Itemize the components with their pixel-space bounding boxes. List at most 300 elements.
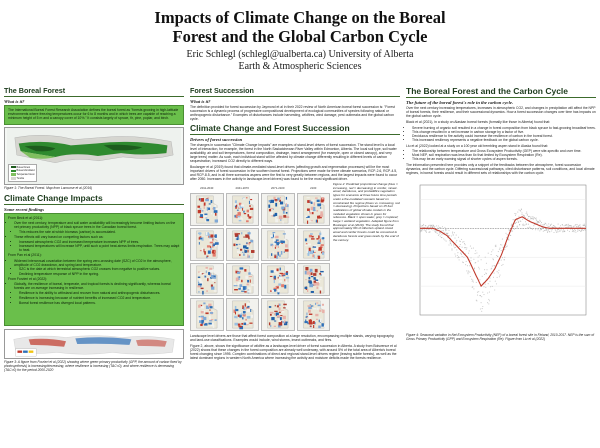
legend-item: Boreal shrubland — [11, 169, 35, 172]
nep-daily-point — [420, 231, 421, 232]
nep-daily-point — [493, 259, 494, 260]
nep-daily-point — [575, 224, 576, 225]
nep-daily-point — [499, 275, 500, 276]
resilience-map-figure — [4, 329, 184, 359]
nep-daily-point — [584, 225, 585, 226]
nep-daily-point — [555, 230, 556, 231]
nep-daily-point — [459, 246, 460, 247]
nep-daily-point — [462, 256, 463, 257]
nep-daily-point — [498, 272, 499, 273]
nep-chart — [406, 177, 596, 332]
nep-daily-point — [526, 212, 527, 213]
carbon-bullet: • Severe burning of organic soil resulted in a change in forest composition from black spruce to fast-growing broadleaf trees. — [412, 126, 596, 130]
nep-daily-point — [449, 240, 450, 241]
nep-daily-point — [523, 224, 524, 225]
succession-minimap — [226, 298, 260, 331]
drivers-paragraph-2: Boulanger et al (2019) found that climate-mediated stand-level drivers (affecting growth and regeneration processes) will be the most important drivers of forest succession in the southern boreal forest. Projections were made for three climate scenarios, RCP-2.6, RCP-4.5, and RCP-8.5, and in all three scenarios aspens were the first to very greatly between regions, and the largest impacts were found to occur after 2050. Increases in fire activity in landscape-level drivers) was found to be the most significant driver. — [190, 165, 398, 182]
nep-daily-point — [562, 231, 563, 232]
nep-daily-point — [475, 253, 476, 254]
nep-daily-point — [493, 277, 494, 278]
nep-daily-point — [548, 223, 549, 224]
nep-daily-point — [456, 235, 457, 236]
nep-daily-point — [535, 229, 536, 230]
nep-daily-point — [527, 214, 528, 215]
nep-daily-point — [473, 248, 474, 249]
carbon-text — [406, 106, 596, 175]
nep-daily-point — [524, 224, 525, 225]
nep-daily-point — [553, 225, 554, 226]
nep-daily-point — [488, 299, 489, 300]
nep-daily-point — [505, 247, 506, 248]
nep-daily-point — [542, 228, 543, 229]
nep-daily-point — [514, 213, 515, 214]
nep-daily-point — [513, 226, 514, 227]
figure4-caption: Figure 4: Seasonal variation in Net Ecosystem Productivity (NEP) of a boreal forest site in Finland, 2010-2017. NEP is the sum of Gross Primary Productivity (GPP) and Ecosystem Respiration (Re). Figure from Liu et al (2022) — [406, 332, 595, 341]
finding-item: • These effects will vary based on competing factors such as: — [14, 235, 180, 239]
nep-daily-point — [425, 230, 426, 231]
nep-daily-point — [470, 257, 471, 258]
nep-daily-point — [421, 230, 422, 231]
nep-daily-point — [472, 280, 473, 281]
nep-daily-point — [489, 300, 490, 301]
succession-minimap — [226, 193, 260, 226]
nep-daily-point — [575, 230, 576, 231]
figure1-caption: Figure 1: The Boreal Forest. Map from Lacourse et al (2016) — [4, 185, 93, 190]
section-title-succession: Forest Succession — [190, 86, 400, 97]
nep-daily-point — [558, 224, 559, 225]
finding-item: • Resilience is increasing because of nutrient benefits of increased CO2 and temperature. — [19, 296, 180, 300]
landscape-drivers-text — [190, 334, 400, 360]
nep-daily-point — [530, 227, 531, 228]
succession-definition-text: The definition provided for forest succession by Jaymond et al in their 2022 review of North American boreal forest succession is: "Forest succession is a dynamic process of progressive compositional development of ecological communities of species following natural or anthropogenic disturbance." Examples of disturbances include harvesting, wildfires, wind damage, pest outbreaks and the global carbon cycle. — [190, 105, 395, 122]
nep-daily-point — [476, 300, 477, 301]
nep-daily-point — [537, 229, 538, 230]
succession-minimap — [261, 193, 295, 226]
nep-daily-point — [497, 271, 498, 272]
finding-item: • Resilience is the ability to withstand and recover from natural and anthropogenic disturbances. — [19, 291, 180, 295]
succession-minimap — [297, 193, 331, 226]
nep-daily-point — [533, 216, 534, 217]
nep-daily-point — [456, 242, 457, 243]
finding-item: • SZC is the date at which terrestrial atmospheric CO2 crosses from negative to positive values. — [19, 267, 180, 271]
nep-daily-point — [421, 226, 422, 227]
nep-daily-point — [462, 242, 463, 243]
nep-daily-point — [435, 230, 436, 231]
nep-daily-point — [470, 276, 471, 277]
nep-daily-point — [453, 245, 454, 246]
nep-daily-point — [489, 292, 490, 293]
nep-daily-point — [585, 230, 586, 231]
nep-daily-point — [434, 231, 435, 232]
finding-item: • Boreal forest resilience has diverged local patterns. — [19, 301, 180, 305]
nep-daily-point — [460, 253, 461, 254]
nep-daily-point — [555, 229, 556, 230]
succession-map-grid — [190, 183, 330, 331]
carbon-bullet: • The relationship between temperature and Gross Ecosystem Productivity (GEP) were site-specific and over time. — [412, 149, 596, 153]
grid-col-header: 2071-2100 — [271, 186, 285, 190]
nep-daily-point — [442, 226, 443, 227]
nep-daily-point — [559, 231, 560, 232]
nep-daily-point — [455, 247, 456, 248]
succession-minimap — [226, 263, 260, 296]
nep-daily-point — [445, 230, 446, 231]
finding-item: • Globally, the resilience of boreal, temperate, and tropical forests is declining significantly, whereas boreal forests are on average increasing in resilience. — [14, 282, 180, 290]
nep-daily-point — [547, 232, 548, 233]
nep-daily-point — [486, 273, 487, 274]
nep-daily-point — [481, 311, 482, 312]
nep-daily-point — [526, 224, 527, 225]
nep-daily-point — [544, 230, 545, 231]
nep-daily-point — [548, 230, 549, 231]
nep-daily-point — [487, 302, 488, 303]
nep-daily-point — [517, 227, 518, 228]
nep-daily-point — [494, 289, 495, 290]
nep-daily-point — [548, 226, 549, 227]
nep-daily-point — [460, 241, 461, 242]
nep-daily-point — [466, 249, 467, 250]
nep-daily-point — [539, 222, 540, 223]
nep-daily-point — [533, 225, 534, 226]
finding-source: From Pan et al (2011): — [8, 253, 42, 257]
nep-daily-point — [446, 230, 447, 231]
nep-daily-point — [510, 235, 511, 236]
nep-daily-point — [487, 292, 488, 293]
nep-daily-point — [455, 256, 456, 257]
succession-minimap — [297, 228, 331, 261]
nep-daily-point — [466, 261, 467, 262]
nep-daily-point — [542, 224, 543, 225]
nep-daily-point — [496, 283, 497, 284]
nep-daily-point — [451, 250, 452, 251]
nep-daily-point — [449, 235, 450, 236]
nep-daily-point — [467, 265, 468, 266]
nep-daily-point — [492, 249, 493, 250]
nep-daily-point — [541, 229, 542, 230]
nep-daily-point — [504, 249, 505, 250]
nep-daily-point — [496, 255, 497, 256]
nep-daily-point — [454, 253, 455, 254]
nep-daily-point — [473, 259, 474, 260]
nep-daily-point — [486, 263, 487, 264]
nep-daily-point — [545, 223, 546, 224]
nep-daily-point — [568, 224, 569, 225]
nep-daily-point — [423, 224, 424, 225]
subheading-what-is-it: What is it? — [4, 99, 25, 104]
nep-daily-point — [498, 270, 499, 271]
finding-item: • Increased temperatures will increase NPP, until such a point heat-stress limits respiration. Trees may adapt to heat. — [19, 244, 180, 252]
carbon-paragraph-2: Black et al (2021), in a study on Alaskan boreal forests (formally like those in Alberta) found that: — [406, 119, 551, 124]
nep-daily-point — [426, 232, 427, 233]
nep-daily-point — [468, 253, 469, 254]
nep-daily-point — [539, 230, 540, 231]
nep-daily-point — [508, 239, 509, 240]
nep-daily-point — [557, 229, 558, 230]
nep-daily-point — [450, 241, 451, 242]
column-left — [4, 86, 184, 375]
nep-chart-svg — [406, 177, 594, 327]
nep-daily-point — [451, 248, 452, 249]
nep-daily-point — [527, 218, 528, 219]
nep-daily-point — [469, 272, 470, 273]
nep-daily-point — [453, 234, 454, 235]
carbon-paragraph-3: Liu et al (2022) looked at a study on a 100 year old trembling aspen stand in Alaska found that: — [406, 143, 549, 148]
nep-daily-point — [440, 227, 441, 228]
nep-daily-point — [475, 250, 476, 251]
nep-daily-point — [579, 230, 580, 231]
nep-daily-point — [550, 224, 551, 225]
nep-daily-point — [454, 238, 455, 239]
nep-daily-point — [485, 284, 486, 285]
nep-daily-point — [528, 224, 529, 225]
nep-daily-point — [549, 231, 550, 232]
nep-daily-point — [583, 230, 584, 231]
nep-daily-point — [497, 256, 498, 257]
nep-daily-point — [515, 215, 516, 216]
nep-daily-point — [439, 227, 440, 228]
nep-daily-point — [419, 226, 420, 227]
nep-daily-point — [476, 252, 477, 253]
nep-daily-point — [469, 265, 470, 266]
nep-daily-point — [478, 267, 479, 268]
nep-daily-point — [569, 231, 570, 232]
nep-daily-point — [536, 219, 537, 220]
nep-daily-point — [481, 302, 482, 303]
succession-minimap — [190, 263, 224, 296]
nep-daily-point — [485, 257, 486, 258]
grid-col-header: 2011-2040 — [200, 186, 214, 190]
nep-daily-point — [476, 282, 477, 283]
impacts-findings-box — [4, 213, 184, 326]
nep-daily-point — [537, 223, 538, 224]
nep-daily-point — [465, 264, 466, 265]
poster-title-line2: Forest and the Global Carbon Cycle — [172, 27, 428, 46]
nep-daily-point — [452, 233, 453, 234]
nep-daily-point — [475, 262, 476, 263]
figure2-caption: Figure 2: Predicted proportional change (blue = increasing, red = decreasing) in conifer, mixed-wood, deciduous, and postwildfire vegetation types for scenarios at three future time periods under a fire-mediated scenario based on constrained fire regime (blues vs. increasing, red = decreasing). Projections based on 15 fuel realizations of global climate models in the modeled vegetation shown in green for reference. Black = open water; grey = cropland; beige = wetland vegetation. Adapted figure from Boulanger et al (2019). The study found that approximately 9% of Alberta's upland mixed wood and conifer forests could be converted to deciduous forests and grass lands by the end of the century. — [333, 182, 400, 242]
nep-daily-point — [444, 239, 445, 240]
nep-daily-point — [438, 228, 439, 229]
nep-daily-point — [492, 286, 493, 287]
carbon-paragraph-4: The information presented here provides only a snippet of the feedbacks between the atmosphere, forest succession dynamics, and the carbon cycle. Differing successional pathways, cited disturbance patterns, soil conditions, and local climate regimes, in boreal forests would result in different sets of relationships with the carbon cycle. — [406, 163, 595, 176]
nep-daily-point — [563, 229, 564, 230]
nep-daily-point — [521, 209, 522, 210]
grid-col-header: 2041-2070 — [235, 186, 249, 190]
nep-daily-point — [575, 232, 576, 233]
nep-daily-point — [488, 253, 489, 254]
nep-daily-point — [566, 225, 567, 226]
nep-daily-point — [558, 231, 559, 232]
nep-daily-point — [437, 227, 438, 228]
nep-daily-point — [577, 229, 578, 230]
nep-daily-point — [480, 295, 481, 296]
nep-daily-point — [438, 225, 439, 226]
nep-daily-point — [482, 292, 483, 293]
nep-daily-point — [481, 259, 482, 260]
carbon-paragraph-1: Over the next century increasing temperatures, increases in atmospheric CO2, and changes in precipitation will affect the NPP of boreal forests, their resilience, and their successional dynamics. How a forest succession changes over time has impacts on the global carbon cycle. — [406, 106, 596, 119]
nep-daily-point — [564, 231, 565, 232]
nep-daily-point — [472, 281, 473, 282]
nep-daily-point — [448, 230, 449, 231]
nep-daily-point — [479, 255, 480, 256]
succession-minimap — [261, 298, 295, 331]
column-middle — [190, 86, 400, 362]
nep-daily-point — [443, 230, 444, 231]
nep-daily-point — [546, 225, 547, 226]
nep-daily-point — [459, 259, 460, 260]
nep-daily-point — [435, 232, 436, 233]
nep-daily-point — [473, 281, 474, 282]
nep-daily-point — [466, 270, 467, 271]
nep-daily-point — [500, 244, 501, 245]
nep-daily-point — [578, 226, 579, 227]
landscape-paragraph-2: Figure 2, above, shows the significance of wildfire as a landscape-level driver of forest succession in Alberta. A study from Boisvenue et al (2022) shows that these changes in the forest composition are already well underway, with around 5% of the total area of Alberta's boreal forest changing since 1995. Complex combinations of direct and regional stand-level drivers regime (leaving subtle forests), as well as the latest dominant regions in western North America where increasing fire activity and moisture deficits made the forests resilience. — [190, 343, 397, 361]
nep-daily-point — [479, 268, 480, 269]
nep-daily-point — [574, 231, 575, 232]
nep-daily-point — [485, 287, 486, 288]
nep-daily-point — [432, 226, 433, 227]
column-right — [406, 86, 596, 344]
nep-daily-point — [491, 268, 492, 269]
nep-daily-point — [551, 230, 552, 231]
nep-daily-point — [463, 257, 464, 258]
nep-daily-point — [513, 219, 514, 220]
nep-daily-point — [428, 226, 429, 227]
nep-daily-point — [525, 221, 526, 222]
succession-minimap — [297, 263, 331, 296]
nep-daily-point — [527, 215, 528, 216]
nep-daily-point — [454, 247, 455, 248]
nep-daily-point — [478, 261, 479, 262]
boreal-map-figure — [4, 127, 184, 185]
nep-daily-point — [467, 273, 468, 274]
nep-daily-point — [522, 219, 523, 220]
nep-daily-point — [471, 279, 472, 280]
nep-daily-point — [458, 237, 459, 238]
nep-daily-point — [498, 263, 499, 264]
nep-daily-point — [549, 226, 550, 227]
nep-daily-point — [441, 237, 442, 238]
nep-daily-point — [540, 224, 541, 225]
nep-daily-point — [567, 230, 568, 231]
nep-daily-point — [521, 212, 522, 213]
nep-daily-point — [456, 240, 457, 241]
section-title-carbon: The Boreal Forest and the Carbon Cycle — [406, 86, 596, 98]
nep-daily-point — [532, 216, 533, 217]
nep-daily-point — [523, 225, 524, 226]
nep-daily-point — [440, 233, 441, 234]
nep-daily-point — [444, 227, 445, 228]
section-title-climate-succession: Climate Change and Forest Succession — [190, 123, 400, 135]
nep-daily-point — [483, 294, 484, 295]
nep-daily-point — [482, 306, 483, 307]
nep-daily-point — [552, 229, 553, 230]
nep-daily-point — [514, 229, 515, 230]
nep-daily-point — [518, 209, 519, 210]
nep-daily-point — [494, 265, 495, 266]
legend-item: Boreal forest — [11, 166, 35, 169]
nep-daily-point — [501, 250, 502, 251]
nep-daily-point — [517, 219, 518, 220]
nep-daily-point — [516, 222, 517, 223]
nep-daily-point — [541, 222, 542, 223]
nep-daily-point — [482, 308, 483, 309]
nep-daily-point — [422, 229, 423, 230]
nep-daily-point — [578, 227, 579, 228]
nep-daily-point — [533, 219, 534, 220]
nep-daily-point — [436, 225, 437, 226]
nep-daily-point — [470, 260, 471, 261]
nep-daily-point — [484, 274, 485, 275]
nep-daily-point — [468, 271, 469, 272]
nep-daily-point — [540, 221, 541, 222]
nep-daily-point — [572, 229, 573, 230]
nep-daily-point — [524, 216, 525, 217]
poster-title-line1: Impacts of Climate Change on the Boreal — [154, 8, 446, 27]
nep-daily-point — [474, 268, 475, 269]
nep-daily-point — [518, 216, 519, 217]
nep-daily-point — [484, 269, 485, 270]
nep-daily-point — [467, 272, 468, 273]
nep-daily-point — [551, 224, 552, 225]
nep-daily-point — [515, 213, 516, 214]
nep-daily-point — [464, 243, 465, 244]
finding-item: • Over the next century, temperature and soil water availability will increasingly become limiting factors on the net primary productivity (NPP) of black spruce trees in the Canadian boreal forest. — [14, 221, 180, 229]
nep-daily-point — [448, 244, 449, 245]
nep-daily-point — [495, 246, 496, 247]
carbon-bullet: • This may be an early warning signal of shorter cycles of aspen forests. — [412, 157, 596, 161]
nep-daily-point — [532, 229, 533, 230]
author-line: Eric Schlegl (schlegl@ualberta.ca) University of Alberta — [186, 49, 414, 60]
nep-daily-point — [431, 229, 432, 230]
nep-daily-point — [546, 230, 547, 231]
carbon-bullet: • Deciduous resilience to fire activity could increase the resilience of carbon in the boreal forest. — [412, 134, 596, 138]
nep-daily-point — [531, 218, 532, 219]
nep-daily-point — [499, 249, 500, 250]
section-title-boreal: The Boreal Forest — [4, 86, 184, 97]
nep-daily-point — [521, 214, 522, 215]
carbon-bullet: • Most NEP, soil respiration was less than 6x that limited by Ecosystem Respiration (Re). — [412, 153, 596, 157]
nep-daily-point — [568, 226, 569, 227]
nep-daily-point — [478, 291, 479, 292]
nep-daily-point — [480, 308, 481, 309]
nep-daily-point — [470, 246, 471, 247]
finding-item: • This reduces the rate at which biomass (carbon) is accumulated. — [19, 230, 180, 234]
nep-daily-point — [571, 226, 572, 227]
nep-daily-point — [506, 237, 507, 238]
nep-daily-point — [450, 243, 451, 244]
nep-daily-point — [472, 286, 473, 287]
nep-daily-point — [430, 231, 431, 232]
finding-item: • Increased atmospheric CO2 and increased temperature increases NPP of trees. — [19, 240, 180, 244]
nep-daily-point — [422, 225, 423, 226]
nep-daily-point — [518, 222, 519, 223]
nep-daily-point — [428, 225, 429, 226]
nep-daily-point — [501, 244, 502, 245]
nep-daily-point — [531, 228, 532, 229]
finding-item: • Declining temperature response of NPP in the spring. — [19, 272, 180, 276]
nep-daily-point — [432, 229, 433, 230]
nep-daily-point — [577, 224, 578, 225]
landscape-paragraph-1: Landscape level drivers are those that affect forest composition at a large resolution, encompassing multiple stands, varying topography, and land-use classifications. Examples would include, wind storms, insect outbreaks, and fires. — [190, 334, 395, 343]
nep-daily-point — [486, 269, 487, 270]
succession-minimaps — [190, 193, 330, 331]
nep-daily-point — [556, 231, 557, 232]
resilience-map-image — [5, 330, 183, 358]
map-legend — [8, 164, 37, 182]
succession-definition — [190, 105, 400, 121]
nep-daily-point — [440, 236, 441, 237]
nep-daily-point — [553, 232, 554, 233]
